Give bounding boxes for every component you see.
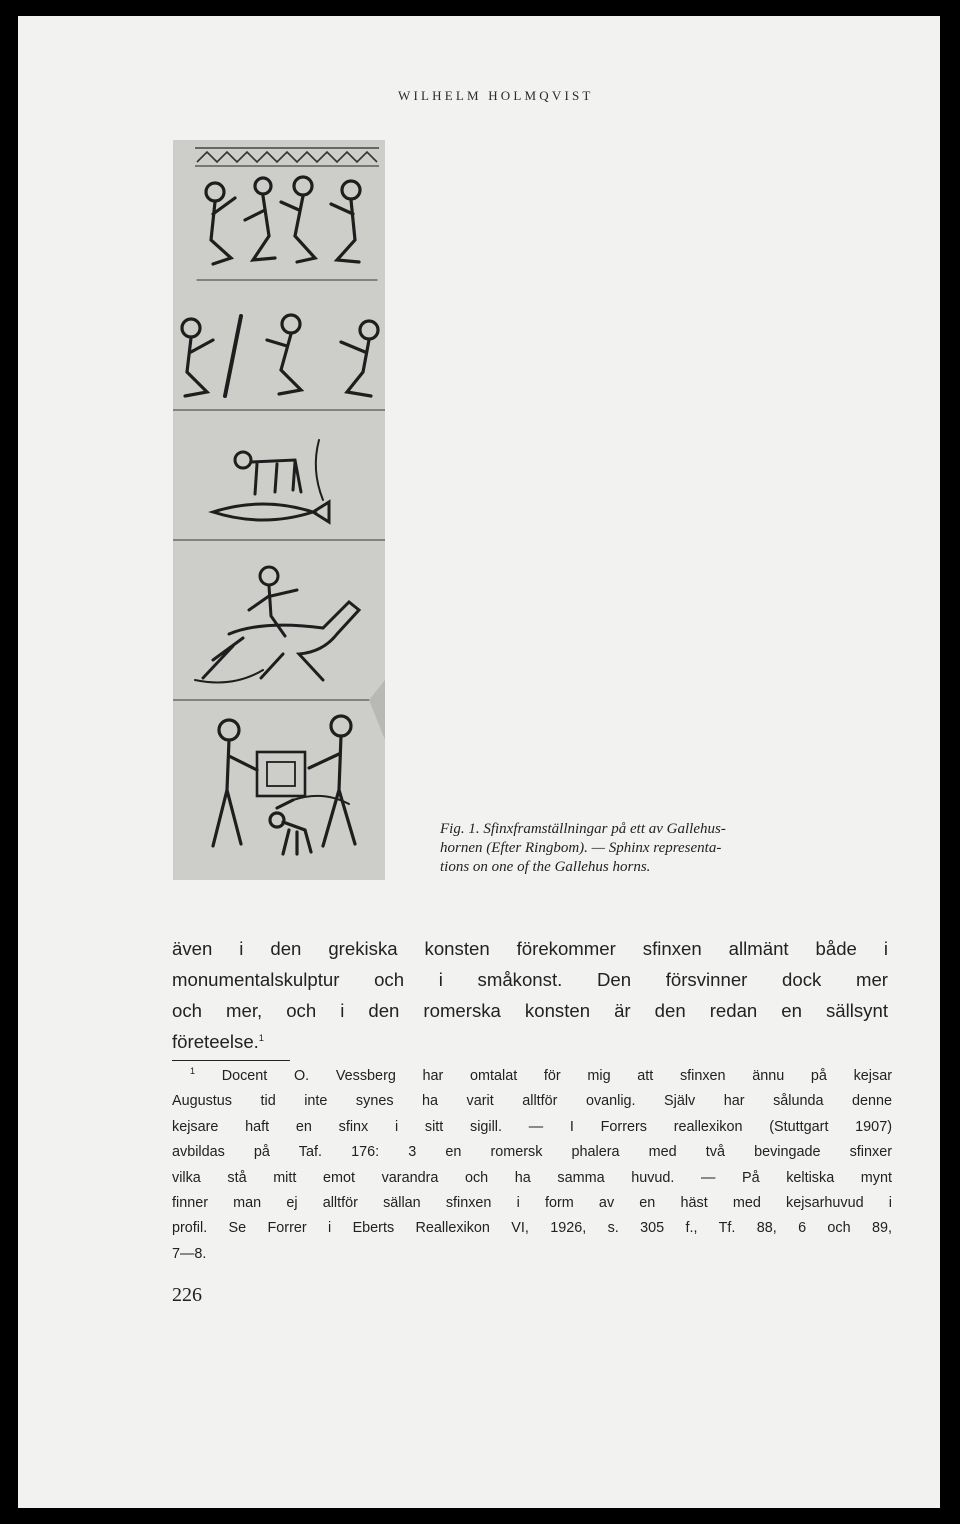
page-number: 226: [172, 1284, 202, 1306]
body-line: och mer, och i den romerska konsten är den redan en sällsynt: [172, 1000, 888, 1021]
body-paragraph: [172, 933, 888, 1057]
footnote-line: kejsare haft en sfinx i sitt sigill. — I Forrers reallexikon (Stuttgart 1907): [172, 1118, 892, 1135]
footnote-line: vilka stå mitt emot varandra och ha samma huvud. — På keltiska mynt: [172, 1169, 892, 1186]
footnote-line: finner man ej alltför sällan sfinxen i form av en häst med kejsarhuvud i: [172, 1195, 892, 1212]
footnote-reference: 1: [258, 1032, 264, 1043]
body-line: även i den grekiska konsten förekommer sfinxen allmänt både i: [172, 938, 888, 959]
figure-caption: [440, 820, 895, 877]
footnote-line-text: Docent O. Vessberg har omtalat för mig att sfinxen ännu på kejsar: [221, 1068, 892, 1084]
page: [18, 16, 940, 1508]
footnote-line: 7—8.: [172, 1245, 207, 1262]
caption-line: Fig. 1. Sfinxframställningar på ett av Gallehus-: [440, 821, 726, 837]
running-head: WILHELM HOLMQVIST: [398, 88, 594, 103]
body-line-text: företeelse.: [172, 1031, 259, 1052]
footnote-rule: [172, 1060, 290, 1061]
caption-line: hornen (Efter Ringbom). — Sphinx representa-: [440, 840, 722, 856]
figure-gallehus-horn: [173, 140, 385, 880]
body-line-last: [172, 1026, 888, 1057]
horn-illustration: [173, 140, 385, 880]
caption-line: tions on one of the Gallehus horns.: [440, 859, 651, 875]
footnote-line: avbildas på Taf. 176: 3 en romersk phalera med två bevingade sfinxer: [172, 1144, 892, 1161]
footnote-marker: 1: [190, 1066, 196, 1077]
body-line: monumentalskulptur och i småkonst. Den försvinner dock mer: [172, 969, 888, 990]
footnote-line: Augustus tid inte synes ha varit alltför ovanlig. Själv har sålunda denne: [172, 1093, 892, 1110]
footnote-line: [172, 1064, 892, 1089]
footnote-line: profil. Se Forrer i Eberts Reallexikon VI, 1926, s. 305 f., Tf. 88, 6 och 89,: [172, 1220, 892, 1237]
footnote: [172, 1064, 892, 1267]
